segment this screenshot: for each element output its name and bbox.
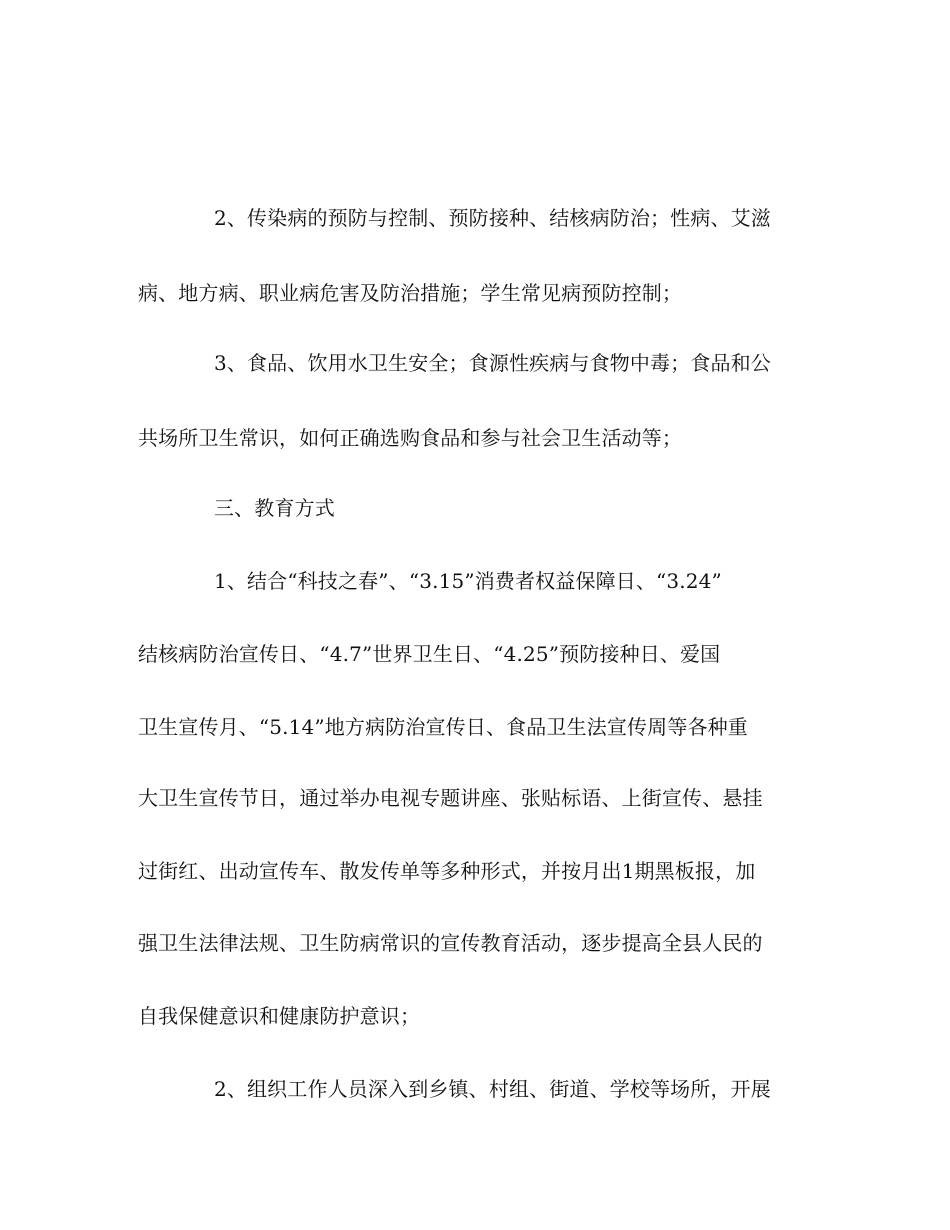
paragraph-line: 过街红、出动宣传车、散发传单等多种形式，并按月出1期黑板报，加 <box>138 859 756 883</box>
paragraph-line: 2、组织工作人员深入到乡镇、村组、街道、学校等场所，开展 <box>214 1077 771 1101</box>
paragraph-line: 卫生宣传月、“5.14”地方病防治宣传日、食品卫生法宣传周等各种重 <box>138 715 748 739</box>
paragraph-line: 2、传染病的预防与控制、预防接种、结核病防治；性病、艾滋 <box>214 206 771 230</box>
paragraph-line: 大卫生宣传节日，通过举办电视专题讲座、张贴标语、上街宣传、悬挂 <box>138 786 763 810</box>
paragraph-line: 病、地方病、职业病危害及防治措施；学生常见病预防控制； <box>138 281 683 305</box>
paragraph-line: 3、食品、饮用水卫生安全；食源性疾病与食物中毒；食品和公 <box>214 351 771 375</box>
section-heading: 三、教育方式 <box>214 496 335 520</box>
paragraph-line: 强卫生法律法规、卫生防病常识的宣传教育活动，逐步提高全县人民的 <box>138 931 763 955</box>
paragraph-line: 共场所卫生常识，如何正确选购食品和参与社会卫生活动等； <box>138 426 683 450</box>
paragraph-line: 自我保健意识和健康防护意识； <box>138 1004 421 1028</box>
paragraph-line: 结核病防治宣传日、“4.7”世界卫生日、“4.25”预防接种日、爱国 <box>138 642 721 666</box>
paragraph-line: 1、结合“科技之春”、“3.15”消费者权益保障日、“3.24” <box>214 569 722 593</box>
